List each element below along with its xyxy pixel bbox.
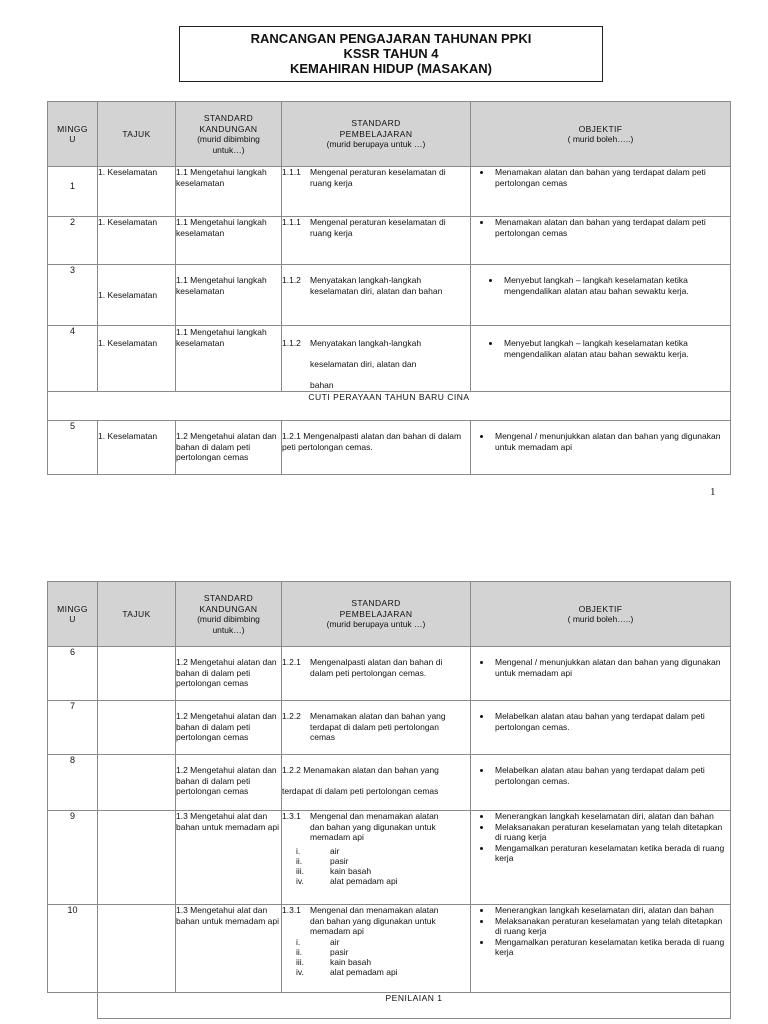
objective-item: • Menerangkan langkah keselamatan diri, alatan dan bahan — [492, 905, 730, 916]
header-standard-pembelajaran: STANDARD PEMBELAJARAN (murid berupaya untuk …) — [282, 102, 471, 167]
header-standard-kandungan: STANDARD KANDUNGAN (murid dibimbing untuk…) — [176, 582, 282, 647]
standard-kandungan-cell: 1.1 Mengetahui langkah keselamatan — [176, 326, 282, 392]
tajuk-cell — [98, 811, 176, 905]
table-row — [48, 701, 731, 755]
objective-item: • Menamakan alatan dan bahan yang terdapat dalam peti pertolongan cemas — [492, 167, 730, 188]
objektif-cell — [471, 421, 731, 475]
tajuk-cell — [98, 755, 176, 811]
week-number: 8 — [48, 755, 98, 811]
week-number: 7 — [48, 701, 98, 755]
standard-pembelajaran-cell: 1.2.1 Mengenalpasti alatan dan bahan di dalam peti pertolongan cemas. — [282, 421, 471, 475]
standard-pembelajaran-cell: 1.1.2 Menyatakan langkah-langkah keselamatan diri, alatan dan bahan — [282, 326, 471, 392]
table-header-row — [48, 102, 731, 167]
title-line-1: RANCANGAN PENGAJARAN TAHUNAN PPKI — [250, 31, 532, 46]
table-row — [48, 647, 731, 701]
assessment-row-label: PENILAIAN 1 — [98, 993, 731, 1019]
standard-kandungan-cell: 1.2 Mengetahui alatan dan bahan di dalam peti pertolongan cemas — [176, 421, 282, 475]
header-standard-kandungan: STANDARD KANDUNGAN (murid dibimbing untuk…) — [176, 102, 282, 167]
list-item: ii. pasir — [296, 946, 349, 957]
header-standard-pembelajaran: STANDARD PEMBELAJARAN (murid berupaya untuk …) — [282, 582, 471, 647]
table-row — [48, 167, 731, 217]
title-line-3: KEMAHIRAN HIDUP (MASAKAN) — [290, 61, 492, 76]
week-number: 1 — [48, 167, 98, 217]
week-number: 3 — [48, 265, 98, 326]
page-number: 1 — [710, 486, 716, 498]
objective-item: • Melabelkan alatan atau bahan yang terdapat dalam peti pertolongan cemas. — [492, 711, 730, 732]
table-row — [48, 265, 731, 326]
tajuk-cell — [98, 905, 176, 993]
standard-pembelajaran-cell: 1.3.1 Mengenal dan menamakan alatan dan bahan yang digunakan untuk memadam api i. air ii. pasir iii. kain basah iv. alat pemadam api — [282, 811, 471, 905]
standard-pembelajaran-cell: 1.2.2 Menamakan alatan dan bahan yang terdapat di dalam peti pertolongan cemas — [282, 755, 471, 811]
table-row — [48, 905, 731, 993]
standard-pembelajaran-cell: 1.1.1 Mengenal peraturan keselamatan di ruang kerja — [282, 217, 471, 265]
objective-item: • Mengenal / menunjukkan alatan dan bahan yang digunakan untuk memadam api — [492, 431, 730, 452]
objective-item: • Melaksanakan peraturan keselamatan yang telah ditetapkan di ruang kerja — [492, 822, 730, 843]
table-row — [48, 326, 731, 392]
week-number: 5 — [48, 421, 98, 475]
standard-kandungan-cell: 1.1 Mengetahui langkah keselamatan — [176, 217, 282, 265]
objektif-cell — [471, 326, 731, 392]
tajuk-cell — [98, 647, 176, 701]
table-header-row — [48, 582, 731, 647]
item-list — [282, 937, 470, 977]
standard-kandungan-cell: 1.2 Mengetahui alatan dan bahan di dalam peti pertolongan cemas — [176, 701, 282, 755]
objective-item: • Menamakan alatan dan bahan yang terdapat dalam peti pertolongan cemas — [492, 217, 730, 238]
standard-pembelajaran-cell: 1.2.2 Menamakan alatan dan bahan yang terdapat di dalam peti pertolongan cemas — [282, 701, 471, 755]
objective-item: • Mengamalkan peraturan keselamatan ketika berada di ruang kerja — [492, 937, 730, 958]
header-objektif: OBJEKTIF ( murid boleh…..) — [471, 582, 731, 647]
tajuk-cell: 1. Keselamatan — [98, 326, 176, 392]
tajuk-cell: 1. Keselamatan — [98, 265, 176, 326]
objective-item: • Mengamalkan peraturan keselamatan ketika berada di ruang kerja — [492, 843, 730, 864]
header-minggu: MINGG U — [48, 102, 98, 167]
table-row-cuti — [48, 392, 731, 421]
objektif-cell — [471, 647, 731, 701]
standard-kandungan-cell: 1.3 Mengetahui alat dan bahan untuk memadam api — [176, 811, 282, 905]
week-number: 4 — [48, 326, 98, 392]
list-item: iii. kain basah — [296, 956, 372, 967]
standard-pembelajaran-cell: 1.3.1 Mengenal dan menamakan alatan dan bahan yang digunakan untuk memadam api i. air ii. pasir iii. kain basah iv. alat pemadam api — [282, 905, 471, 993]
objective-item: • Menyebut langkah – langkah keselamatan ketika mengendalikan alatan atau bahan sewaktu kerja. — [501, 338, 730, 359]
tajuk-cell: 1. Keselamatan — [98, 167, 176, 217]
document-title — [179, 26, 603, 82]
standard-pembelajaran-cell: 1.2.1 Mengenalpasti alatan dan bahan di dalam peti pertolongan cemas. — [282, 647, 471, 701]
header-tajuk: TAJUK — [98, 582, 176, 647]
standard-kandungan-cell: 1.2 Mengetahui alatan dan bahan di dalam peti pertolongan cemas — [176, 755, 282, 811]
header-tajuk: TAJUK — [98, 102, 176, 167]
table-row — [48, 421, 731, 475]
title-line-2: KSSR TAHUN 4 — [343, 46, 439, 61]
plan-table-1 — [47, 101, 731, 475]
plan-table-2 — [47, 581, 731, 1019]
week-number: 6 — [48, 647, 98, 701]
objective-item: • Menyebut langkah – langkah keselamatan ketika mengendalikan alatan atau bahan sewaktu kerja. — [501, 275, 730, 296]
objektif-cell — [471, 701, 731, 755]
header-objektif: OBJEKTIF ( murid boleh…..) — [471, 102, 731, 167]
standard-pembelajaran-cell: 1.1.1 Mengenal peraturan keselamatan di ruang kerja — [282, 167, 471, 217]
objective-item: • Menerangkan langkah keselamatan diri, alatan dan bahan — [492, 811, 730, 822]
tajuk-cell — [98, 701, 176, 755]
table-row — [48, 811, 731, 905]
objektif-cell — [471, 217, 731, 265]
week-number: 2 — [48, 217, 98, 265]
holiday-row-label: CUTI PERAYAAN TAHUN BARU CINA — [48, 392, 731, 421]
list-item: ii. pasir — [296, 855, 349, 866]
objektif-cell — [471, 755, 731, 811]
standard-kandungan-cell: 1.1 Mengetahui langkah keselamatan — [176, 265, 282, 326]
table-row — [48, 217, 731, 265]
list-item: i. air — [296, 845, 340, 856]
objektif-cell — [471, 167, 731, 217]
list-item: iii. kain basah — [296, 865, 372, 876]
table-row-penilaian — [48, 993, 731, 1019]
week-number: 9 — [48, 811, 98, 905]
standard-kandungan-cell: 1.3 Mengetahui alat dan bahan untuk memadam api — [176, 905, 282, 993]
standard-pembelajaran-cell: 1.1.2 Menyatakan langkah-langkah keselamatan diri, alatan dan bahan — [282, 265, 471, 326]
standard-kandungan-cell: 1.1 Mengetahui langkah keselamatan — [176, 167, 282, 217]
table-row — [48, 755, 731, 811]
objective-item: • Mengenal / menunjukkan alatan dan bahan yang digunakan untuk memadam api — [492, 657, 730, 678]
tajuk-cell: 1. Keselamatan — [98, 217, 176, 265]
objective-item: • Melabelkan alatan atau bahan yang terdapat dalam peti pertolongan cemas. — [492, 765, 730, 786]
objective-item: • Melaksanakan peraturan keselamatan yang telah ditetapkan di ruang kerja — [492, 916, 730, 937]
item-list — [282, 846, 470, 886]
objektif-cell — [471, 905, 731, 993]
tajuk-cell: 1. Keselamatan — [98, 421, 176, 475]
list-item: i. air — [296, 936, 340, 947]
list-item: iv. alat pemadam api — [296, 875, 398, 886]
empty-cell — [48, 993, 98, 1019]
objektif-cell — [471, 811, 731, 905]
objektif-cell — [471, 265, 731, 326]
header-minggu: MINGG U — [48, 582, 98, 647]
list-item: iv. alat pemadam api — [296, 966, 398, 977]
week-number: 10 — [48, 905, 98, 993]
standard-kandungan-cell: 1.2 Mengetahui alatan dan bahan di dalam peti pertolongan cemas — [176, 647, 282, 701]
